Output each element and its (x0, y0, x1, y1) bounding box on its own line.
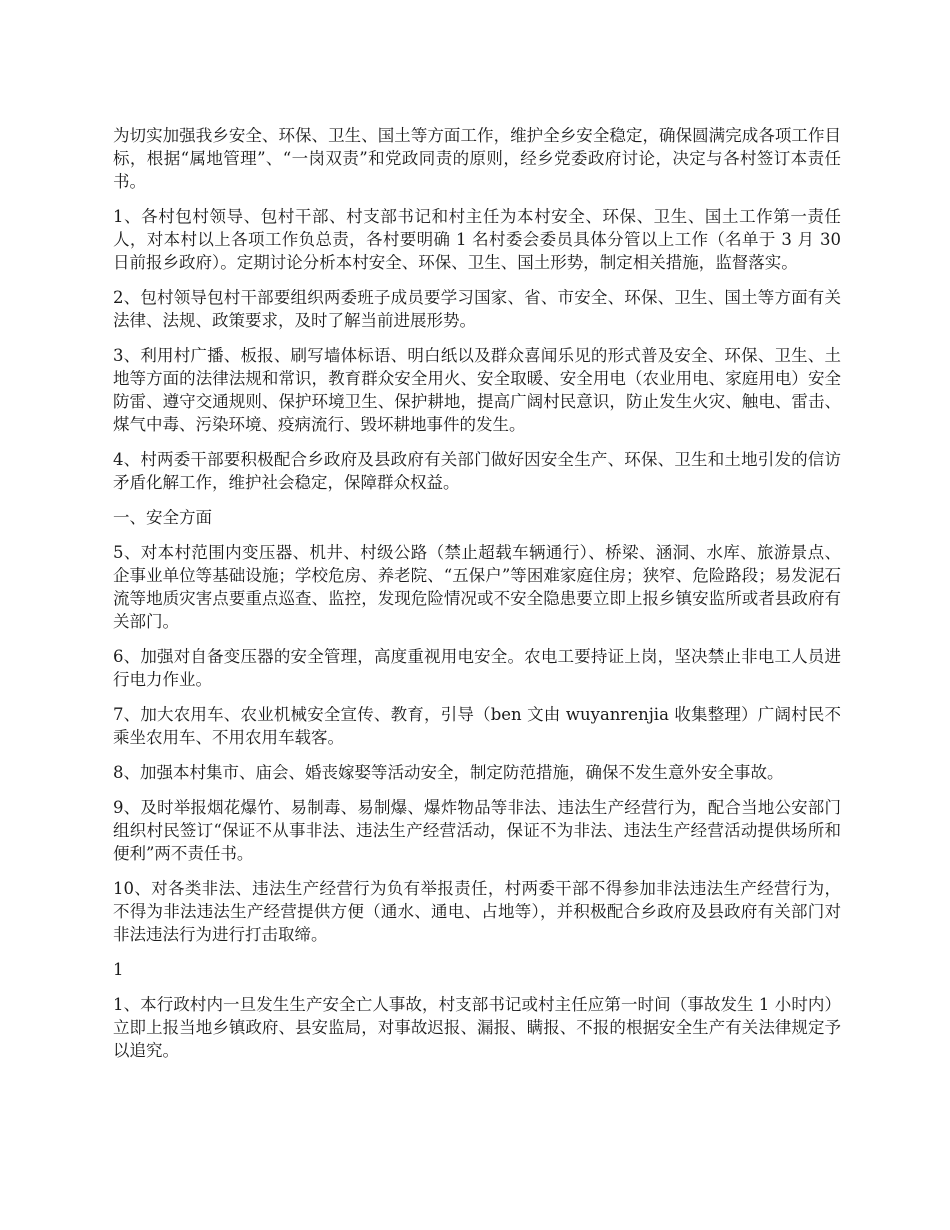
item-8-paragraph: 8、加强本村集市、庙会、婚丧嫁娶等活动安全，制定防范措施，确保不发生意外安全事故。 (113, 763, 784, 782)
page-number-marker: 1 (113, 960, 124, 979)
document-body (113, 124, 841, 1074)
intro-paragraph: 为切实加强我乡安全、环保、卫生、国土等方面工作，维护全乡安全稳定，确保圆满完成各项工作目标，根据“属地管理”、“一岗双责”和党政同责的原则，经乡党委政府讨论，决定与各村签订本责任书。 (113, 126, 841, 191)
item-10-paragraph: 10、对各类非法、违法生产经营行为负有举报责任，村两委干部不得参加非法违法生产经营行为，不得为非法违法生产经营提供方便（通水、通电、占地等），并积极配合乡政府及县政府有关部门对非法违法行为进行打击取缔。 (113, 879, 841, 944)
accident-report-paragraph: 1、本行政村内一旦发生生产安全亡人事故，村支部书记或村主任应第一时间（事故发生 1 小时内）立即上报当地乡镇政府、县安监局，对事故迟报、漏报、瞒报、不报的根据安全生产有关法律规定予以追究。 (113, 995, 841, 1060)
item-1-paragraph: 1、各村包村领导、包村干部、村支部书记和村主任为本村安全、环保、卫生、国土工作第一责任人，对本村以上各项工作负总责，各村要明确 1 名村委会委员具体分管以上工作（名单于 3 月 30 日前报乡政府）。定期讨论分析本村安全、环保、卫生、国土形势，制定相关措施，监督落实。 (113, 207, 841, 272)
item-6-paragraph: 6、加强对自备变压器的安全管理，高度重视用电安全。农电工要持证上岗，坚决禁止非电工人员进行电力作业。 (113, 647, 841, 689)
item-2-paragraph: 2、包村领导包村干部要组织两委班子成员要学习国家、省、市安全、环保、卫生、国土等方面有关法律、法规、政策要求，及时了解当前进展形势。 (113, 288, 841, 330)
section-heading-safety: 一、安全方面 (113, 508, 212, 527)
item-3-paragraph: 3、利用村广播、板报、刷写墙体标语、明白纸以及群众喜闻乐见的形式普及安全、环保、卫生、土地等方面的法律法规和常识，教育群众安全用火、安全取暖、安全用电（农业用电、家庭用电）安全防雷、遵守交通规则、保护环境卫生、保护耕地，提高广阔村民意识，防止发生火灾、触电、雷击、煤气中毒、污染环境、疫病流行、毁坏耕地事件的发生。 (113, 346, 841, 434)
item-5-paragraph: 5、对本村范围内变压器、机井、村级公路（禁止超载车辆通行）、桥梁、涵洞、水库、旅游景点、企事业单位等基础设施；学校危房、养老院、“五保户”等困难家庭住房；狭窄、危险路段；易发泥石流等地质灾害点要重点巡查、监控，发现危险情况或不安全隐患要立即上报乡镇安监所或者县政府有关部门。 (113, 543, 841, 631)
item-7-paragraph: 7、加大农用车、农业机械安全宣传、教育，引导（ben 文由 wuyanrenjia 收集整理）广阔村民不乘坐农用车、不用农用车载客。 (113, 705, 841, 747)
item-4-paragraph: 4、村两委干部要积极配合乡政府及县政府有关部门做好因安全生产、环保、卫生和土地引发的信访矛盾化解工作，维护社会稳定，保障群众权益。 (113, 450, 841, 492)
item-9-paragraph: 9、及时举报烟花爆竹、易制毒、易制爆、爆炸物品等非法、违法生产经营行为，配合当地公安部门组织村民签订“保证不从事非法、违法生产经营活动，保证不为非法、违法生产经营活动提供场所和便利”两不责任书。 (113, 798, 841, 863)
